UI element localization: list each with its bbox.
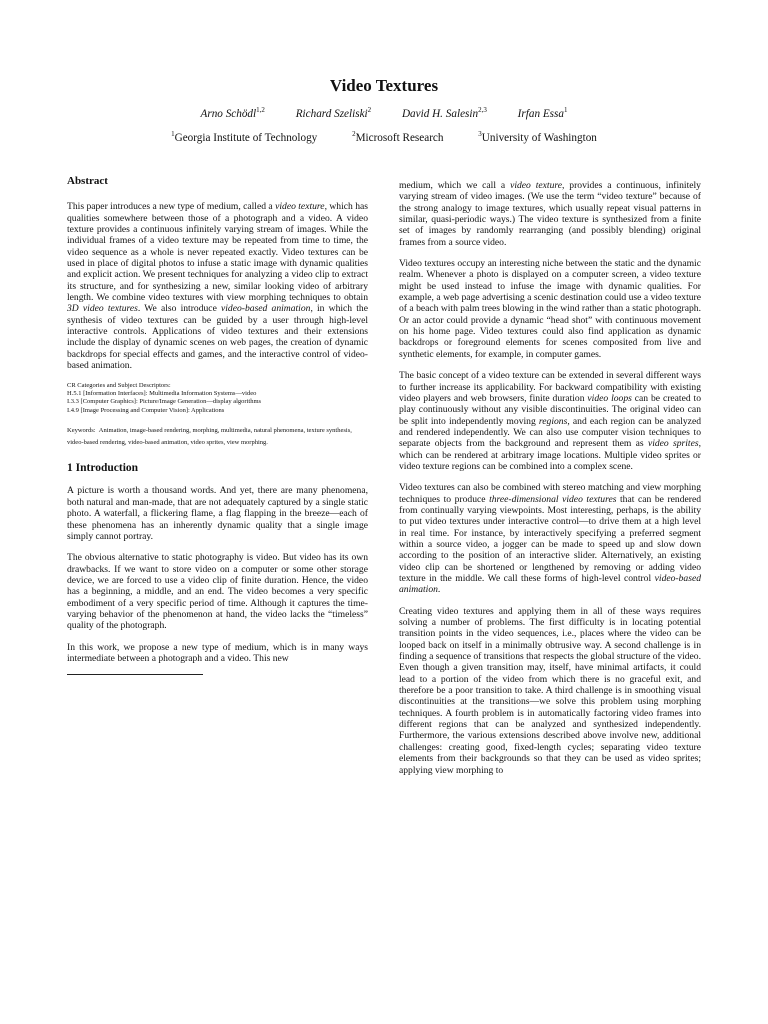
abstract-paragraph: This paper introduces a new type of medium, called a video texture, which has qualities somewhere between those of a photograph and a video. A video texture provides a continuous infinitely varying stream of images. While the individual frames of a video texture may be repeated from time to time, the video sequence as a whole is never repeated exactly. Video textures can be used in place of digital photos to infuse a static image with dynamic qualities and explicit action. We present techniques for analyzing a video clip to extract its structure, and for synthesizing a new, similar looking video of arbitrary length. We combine video textures with view morphing techniques to obtain 3D video textures. We also introduce video-based animation, in which the synthesis of video textures can be guided by a user through high-level interactive controls. Applications of video textures and their extensions include the display of dynamic scenes on web pages, the creation of dynamic backdrops for special effects and games, and the interactive control of video-based animation. <box>67 201 368 372</box>
body-paragraph: Video textures occupy an interesting niche between the static and the dynamic realm. Whenever a photo is displayed on a computer screen, a video texture might be used instead to infuse the image with dynamic qualities. For example, a web page advertising a scenic destination could use a video texture of a beach with palm trees blowing in the wind rather than a static photograph. Or an actor could provide a dynamic “head shot” with continuous movement on his home page. Video textures could also find application as dynamic backdrops or foreground elements for scenes composited from live and synthetic elements, for example, in computer games. <box>399 258 701 360</box>
affiliation: $^1$Georgia Institute of Technology <box>171 130 318 144</box>
intro-paragraph: A picture is worth a thousand words. And yet, there are many phenomena, both natural and man-made, that are not adequately captured by a single static photo. A waterfall, a flickering flame, a flag flapping in the breeze—each of these phenomena has an inherently dynamic quality that a single image simply cannot portray. <box>67 485 368 542</box>
body-paragraph: Video textures can also be combined with stereo matching and view morphing techniques to produce three-dimensional video textures that can be rendered from continually varying viewpoints. Most interesting, perhaps, is the ability to put video textures under interactive control—to drive them at a high level in real time. For instance, by interactively specifying a preferred segment within a source video, a jogger can be made to speed up and slow down according to the position of an interactive slider. Alternatively, an existing video clip can be shortened or lengthened by removing or adding video texture in the middle. We call these forms of high-level control video-based animation. <box>399 482 702 596</box>
author-name: David H. Salesin$^{2,3}$ <box>401 106 487 120</box>
footnote-rule <box>67 674 203 675</box>
body-paragraph: The basic concept of a video texture can be extended in several different ways to further increase its applicability. For backward compatibility with existing video players and web browsers, finite duration video loops can be created to play continuously without any visible discontinuities. The original video can be split into independently moving regions, and each region can be analyzed and rendered independently. We can also use computer vision techniques to separate objects from the background and represent them as video sprites, which can be rendered at arbitrary image locations. Multiple video sprites or video texture regions can be combined into a complex scene. <box>399 370 701 472</box>
author-name: Irfan Essa$^1$ <box>517 106 568 120</box>
left-column <box>67 176 368 675</box>
affiliation: $^2$Microsoft Research <box>352 130 444 144</box>
intro-paragraph: In this work, we propose a new type of medium, which is in many ways intermediate between a photograph and a video. This new <box>67 641 368 664</box>
keywords: Keywords: Animation, image-based rendering, morphing, multimedia, natural phenomena, texture synthesis, video-based rendering, video-based animation, video sprites, view morphing. <box>67 427 352 447</box>
author-name: Arno Schödl$^{1,2}$ <box>200 106 265 120</box>
paper-title: Video Textures <box>329 76 439 95</box>
author-list <box>0 106 768 120</box>
body-paragraph: Creating video textures and applying them in all of these ways requires solving a number of problems. The first difficulty is in locating potential transition points in the video sequences, i.e., places where the video can be looped back on itself in a minimally obtrusive way. A second challenge is in finding a sequence of transitions that respects the global structure of the video. Even though a given transition may, itself, have minimal artifacts, it could lead to a portion of the video from which there is no graceful exit, and therefore be a poor transition to take. A third challenge is in smoothing visual discontinuities at the transitions—we solve this problem using morphing techniques. A fourth problem is in automatically factoring video frames into different regions that can be analyzed and synthesized independently. Furthermore, the various extensions described above involve new, additional challenges: creating good, fixed-length cycles; separating video texture elements from their backgrounds so that they can be used as video sprites; applying view morphing to <box>399 605 701 776</box>
intro-paragraph: The obvious alternative to static photography is video. But video has its own drawbacks. If we want to store video on a computer or some other storage device, we are forced to use a video clip of finite duration. Hence, the video has a beginning, a middle, and an end. The video becomes a very specific embodiment of a very specific period of time. Although it captures the time-varying behavior of the phenomenon at hand, the video lacks the “timeless” quality of the photograph. <box>67 552 368 632</box>
right-column <box>399 180 701 786</box>
cr-categories: CR Categories and Subject Descriptors: H.5.1 [Information Interfaces]: Multimedia Information Systems—video I.3.3 [Computer Graphics]: Picture/Image Generation—display algorithms I.4.9 [Image Processing and Computer Vision]: Applications <box>67 381 262 414</box>
body-paragraph: medium, which we call a video texture, provides a continuous, infinitely varying stream of video images. (We use the term “video texture” because of the strong analogy to image textures, which usually repeat visual patterns in similar, quasi-periodic ways.) The video texture is synthesized from a finite set of images by randomly rearranging (and possibly blending) original frames from a source video. <box>399 180 701 248</box>
introduction-heading: 1 Introduction <box>67 462 139 475</box>
author-name: Richard Szeliski$^2$ <box>295 106 372 120</box>
affiliation: $^3$University of Washington <box>478 130 597 144</box>
abstract-heading: Abstract <box>67 175 108 187</box>
affiliation-list <box>0 130 768 144</box>
